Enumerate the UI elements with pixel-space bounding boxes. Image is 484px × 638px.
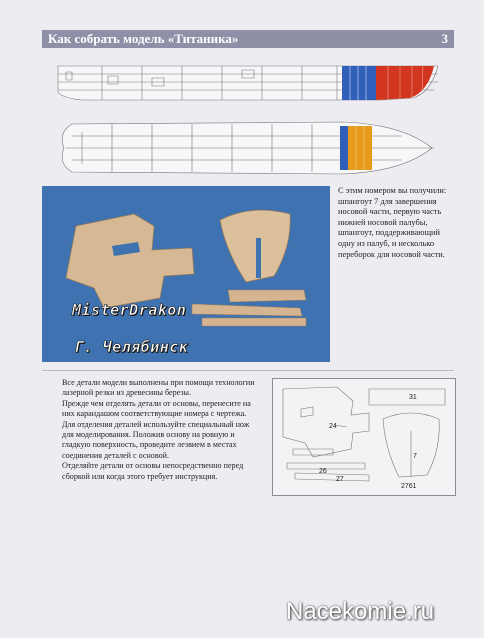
instruction-paragraph: Все детали модели выполнены при помощи технологии лазерной резки из древесины березы. bbox=[62, 378, 255, 398]
part-label-24: 24 bbox=[329, 423, 337, 430]
part-label-26: 26 bbox=[319, 468, 327, 475]
part-label-31: 31 bbox=[409, 394, 417, 401]
divider-line bbox=[42, 370, 454, 371]
site-watermark: Nacekomie.ru bbox=[286, 598, 435, 625]
part-label-27: 27 bbox=[336, 476, 344, 483]
parts-sheet-outline bbox=[273, 379, 455, 495]
page-number: 3 bbox=[441, 31, 448, 46]
instructions-text bbox=[62, 378, 262, 482]
wooden-parts-image bbox=[42, 186, 330, 362]
sheet-code: 2761 bbox=[401, 483, 417, 490]
hull-blue-section bbox=[342, 66, 376, 100]
instruction-paragraph: Для отделения деталей используйте специальный нож для моделирования. Положив основу на ровную и гладкую поверхность, проведите лезвием в местах соединения деталей с основой. bbox=[62, 419, 250, 460]
hull-orange-plan-section bbox=[348, 126, 372, 170]
hull-blue-plan-section bbox=[340, 126, 348, 170]
hull-red-section bbox=[376, 66, 434, 100]
page-title: Как собрать модель «Титаника» bbox=[48, 31, 239, 46]
plan-view-drawing bbox=[62, 122, 434, 174]
watermark-author: MisterDrakon bbox=[72, 301, 187, 319]
parts-sheet-diagram bbox=[272, 378, 456, 496]
instruction-paragraph: Прежде чем отделять детали от основы, перенесите на них карандашом соответствующие номера с чертежа. bbox=[62, 398, 251, 419]
header-band bbox=[42, 30, 454, 48]
received-parts-text: С этим номером вы получили: шпангоут 7 для завершения носовой части, первую часть нижней носовой палубы, шпангоут, поддерживающий одну из палуб, и несколько переборок для носовой части. bbox=[338, 186, 447, 259]
ship-plan-drawings bbox=[42, 52, 454, 182]
parts-photo bbox=[42, 186, 330, 362]
watermark-city: Г. Челябинск bbox=[74, 338, 189, 356]
instruction-paragraph: Отделяйте детали от основы непосредственно перед сборкой или когда этого требует инструкция. bbox=[62, 461, 244, 481]
part-label-7: 7 bbox=[413, 453, 417, 460]
